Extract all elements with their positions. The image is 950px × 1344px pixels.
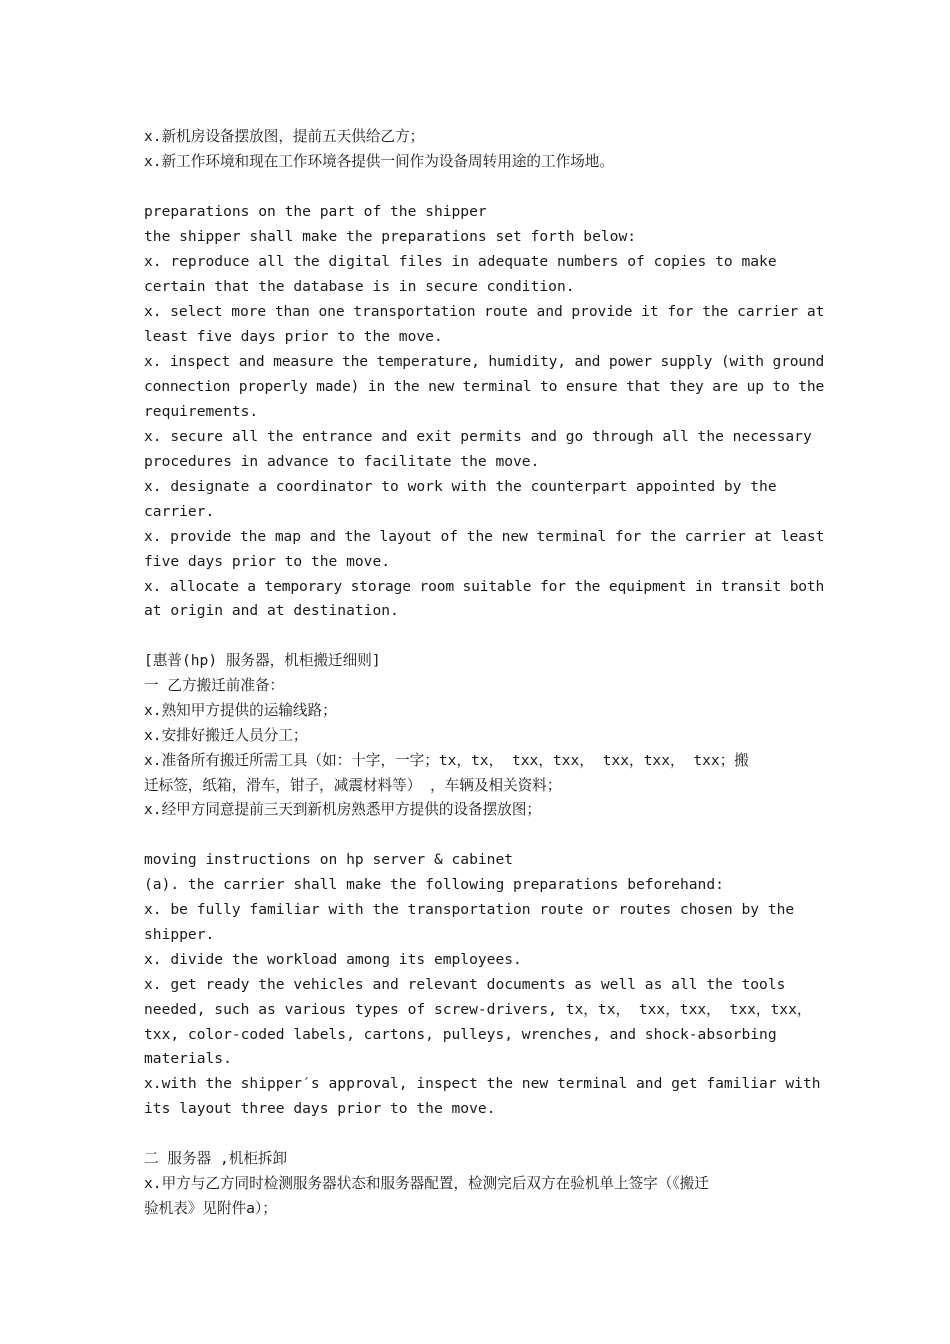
section-heading: preparations on the part of the shipper <box>144 203 487 220</box>
section-heading: moving instructions on hp server & cabinet <box>144 851 514 868</box>
text-line: x. reproduce all the digital files in adequate numbers of copies to make <box>144 253 777 270</box>
text-line: x.准备所有搬迁所需工具（如：十字，一字；tx，tx， txx，txx， txx，txx， txx；搬 <box>144 752 749 769</box>
section-heading: 二 服务器 ,机柜拆卸 <box>144 1150 288 1167</box>
text-line: at origin and at destination. <box>144 602 399 619</box>
text-line: 迁标签，纸箱，滑车，钳子，减震材料等） ，车辆及相关资料； <box>144 777 562 794</box>
text-line: five days prior to the move. <box>144 553 391 570</box>
text-line: (a). the carrier shall make the following preparations beforehand: <box>144 876 724 893</box>
text-line: procedures in advance to facilitate the move. <box>144 453 540 470</box>
text-line: x. select more than one transportation route and provide it for the carrier at <box>144 303 825 320</box>
text-line: x. secure all the entrance and exit permits and go through all the necessary <box>144 428 812 445</box>
text-line: least five days prior to the move. <box>144 328 443 345</box>
text-line: x. be fully familiar with the transportation route or routes chosen by the <box>144 901 795 918</box>
text-line: the shipper shall make the preparations set forth below: <box>144 228 637 245</box>
text-line: certain that the database is in secure condition. <box>144 278 575 295</box>
text-line: x.熟知甲方提供的运输线路； <box>144 702 337 719</box>
text-line: x. designate a coordinator to work with the counterpart appointed by the <box>144 478 777 495</box>
text-line: 验机表》见附件a）； <box>144 1200 277 1217</box>
text-line: materials. <box>144 1050 232 1067</box>
text-line: x. get ready the vehicles and relevant documents as well as all the tools <box>144 976 786 993</box>
text-line: x.新工作环境和现在工作环境各提供一间作为设备周转用途的工作场地。 <box>144 153 614 170</box>
section-heading: [惠普(hp) 服务器，机柜搬迁细则] <box>144 652 381 669</box>
text-line: shipper. <box>144 926 215 943</box>
text-line: x. divide the workload among its employees. <box>144 951 522 968</box>
text-line: its layout three days prior to the move. <box>144 1100 496 1117</box>
section-heading: 一 乙方搬迁前准备： <box>144 677 285 694</box>
text-line: needed, such as various types of screw-drivers, tx，tx， txx，txx， txx，txx， <box>144 1001 812 1018</box>
text-line: x. provide the map and the layout of the new terminal for the carrier at least <box>144 528 825 545</box>
text-line: requirements. <box>144 403 259 420</box>
text-line: x. allocate a temporary storage room suitable for the equipment in transit both <box>144 578 825 595</box>
text-line: carrier. <box>144 503 215 520</box>
text-line: txx, color-coded labels, cartons, pulleys, wrenches, and shock-absorbing <box>144 1026 777 1043</box>
text-line: connection properly made) in the new terminal to ensure that they are up to the <box>144 378 825 395</box>
text-line: x. inspect and measure the temperature, humidity, and power supply (with ground <box>144 353 825 370</box>
text-line: x.安排好搬迁人员分工； <box>144 727 308 744</box>
text-line: x.with the shipper′s approval, inspect the new terminal and get familiar with <box>144 1075 821 1092</box>
text-line: x.经甲方同意提前三天到新机房熟悉甲方提供的设备摆放图； <box>144 801 542 818</box>
text-line: x.甲方与乙方同时检测服务器状态和服务器配置，检测完后双方在验机单上签字（《搬迁 <box>144 1175 709 1192</box>
text-line: x.新机房设备摆放图，提前五天供给乙方； <box>144 128 425 145</box>
